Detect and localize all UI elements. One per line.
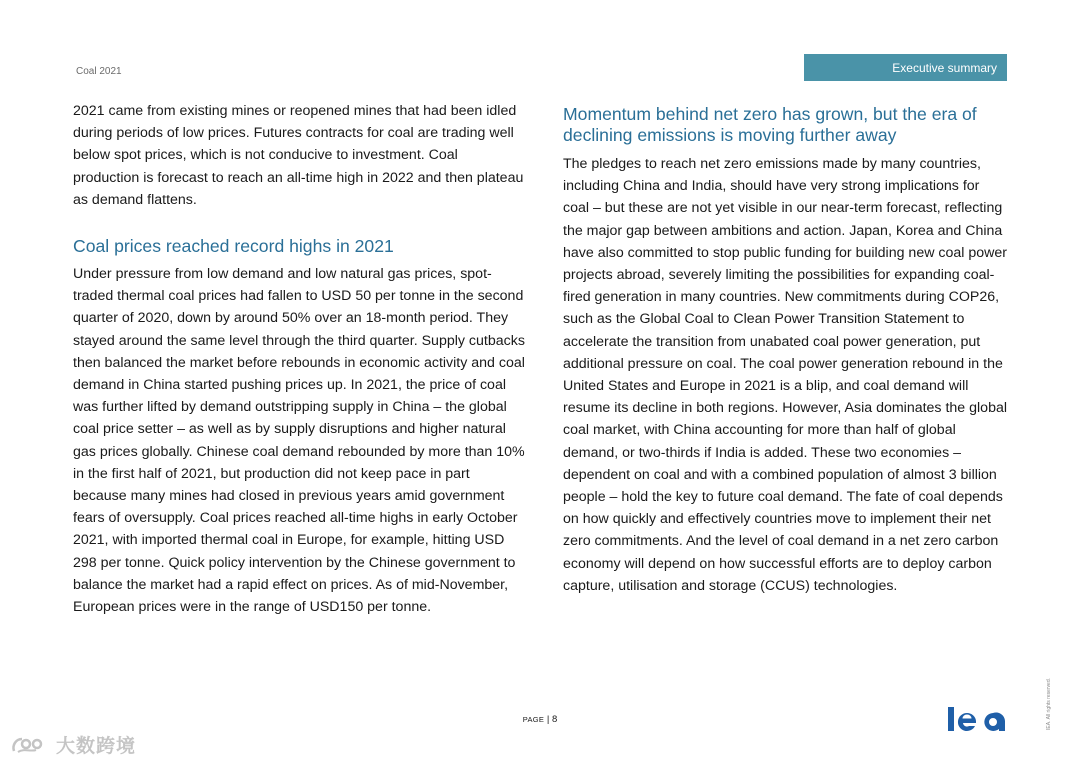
watermark-text: 大数跨境 (56, 736, 137, 757)
page-separator: | (546, 714, 550, 725)
page-number-value: 8 (551, 714, 558, 725)
watermark-logo-icon (10, 735, 50, 755)
watermark (10, 731, 136, 758)
right-column (563, 100, 1008, 597)
net-zero-heading: Momentum behind net zero has grown, but the era of declining emissions is moving further away (563, 104, 977, 145)
page-number (0, 714, 1080, 725)
net-zero-paragraph: The pledges to reach net zero emissions made by many countries, including China and India, should have very strong implications for coal – but these are not yet visible in our near-term forecast, reflecting the major gap between ambitions and action. Japan, Korea and China have also committed to stop public funding for building new coal power projects abroad, severely limiting the possibilities for expanding coal-fired generation in many countries. New commitments during COP26, such as the Global Coal to Clean Power Transition Statement to accelerate the transition from unabated coal power generation, put additional pressure on coal. The coal power generation rebound in the United States and Europe in 2021 is a blip, and coal demand will resume its decline in both regions. However, Asia dominates the global coal market, with China accounting for more than half of global demand, or two-thirds if India is added. These two economies – dependent on coal and with a combined population of almost 3 billion people – hold the key to future coal demand. The fate of coal depends on how quickly and effectively countries move to implement their net zero commitments. And the level of coal demand in a net zero carbon economy will depend on how successful efforts are to deploy carbon capture, utilisation and storage (CCUS) technologies. (563, 156, 1008, 594)
coal-prices-heading: Coal prices reached record highs in 2021 (73, 236, 394, 257)
section-badge-label: Executive summary (892, 60, 997, 75)
left-column (73, 100, 525, 618)
rights-notice: IEA. All rights reserved. (1046, 678, 1052, 730)
page-label: PAGE (522, 715, 545, 724)
section-badge (804, 54, 1007, 81)
document-title: Coal 2021 (76, 66, 122, 77)
iea-logo (947, 704, 1009, 734)
coal-prices-paragraph: Under pressure from low demand and low natural gas prices, spot-traded thermal coal prices had fallen to USD 50 per tonne in the second quarter of 2020, down by around 50% over an 18-month period. They stayed around the same level through the third quarter. Supply cutbacks then balanced the market before rebounds in economic activity and coal demand in China started pushing prices up. In 2021, the price of coal was further lifted by demand outstripping supply in China – the global coal price setter – as well as by supply disruptions and higher natural gas prices globally. Chinese coal demand rebounded by more than 10% in the first half of 2021, but production did not keep pace in part because many mines had closed in previous years amid government fears of oversupply. Coal prices reached all-time highs in early October 2021, with imported thermal coal in Europe, for example, hitting USD 298 per tonne. Quick policy intervention by the Chinese government to balance the market had a rapid effect on prices. As of mid-November, European prices were in the range of USD150 per tonne. (73, 266, 525, 616)
intro-paragraph: 2021 came from existing mines or reopened mines that had been idled during periods of low prices. Futures contracts for coal are trading well below spot prices, which is not conducive to investment. Coal production is forecast to reach an all-time high in 2022 and then plateau as demand flattens. (73, 103, 524, 208)
